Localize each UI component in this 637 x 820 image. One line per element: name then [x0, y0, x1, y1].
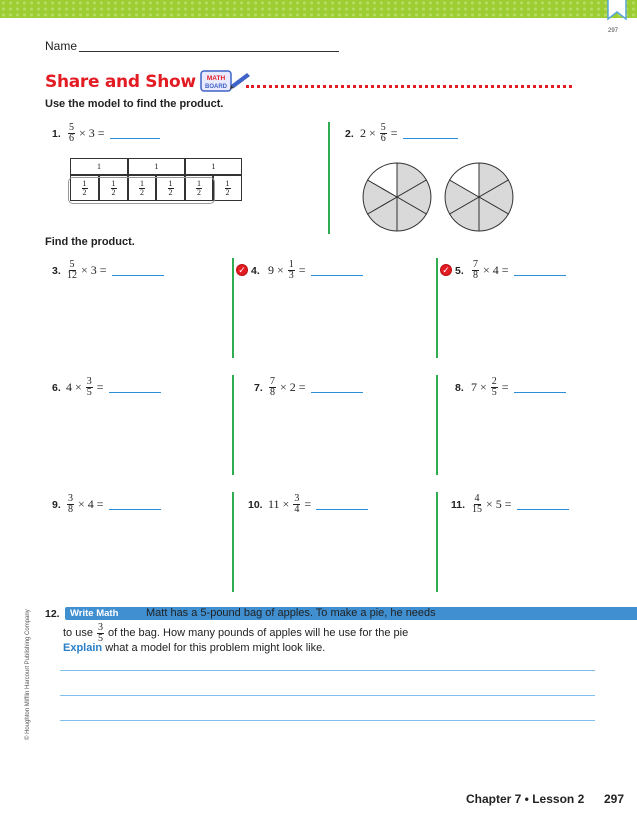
divider: [232, 492, 234, 592]
name-field[interactable]: [79, 51, 339, 52]
checkmark-icon: ✓: [236, 264, 248, 276]
fraction: $\frac{3}{4}$: [294, 493, 300, 515]
answer-blank-2[interactable]: [403, 128, 458, 139]
answer-blank-5[interactable]: [514, 265, 566, 276]
problem-10-number: 10.: [248, 499, 263, 511]
explain-label: Explain: [63, 642, 103, 654]
fraction: $\frac{7}{8}$: [473, 259, 478, 281]
divider: [232, 258, 234, 358]
instruction-find: Find the product.: [45, 236, 135, 248]
problem-3-expression: $\frac{5}{12}$ × 3 =: [66, 260, 164, 281]
half-strip: 1 2: [70, 175, 99, 201]
whole-strip: 1: [128, 158, 185, 175]
fraction: $\frac{5}{6}$: [380, 122, 386, 144]
top-band: [0, 0, 637, 18]
fraction: $\frac{4}{15}$: [472, 493, 482, 515]
bookmark-icon: [606, 0, 628, 22]
answer-blank-3[interactable]: [112, 265, 164, 276]
divider: [436, 258, 438, 358]
instruction-model: Use the model to find the product.: [45, 98, 224, 110]
problem-10-expression: 11 × $\frac{3}{4}$ =: [268, 494, 368, 515]
problem-12-line2: to use $\frac{3}{5}$ of the bag. How many pounds of apples will he use for the pie: [63, 622, 409, 644]
answer-line[interactable]: [60, 695, 595, 696]
whole-strip: 1: [70, 158, 128, 175]
problem-7-expression: $\frac{7}{8}$ × 2 =: [268, 377, 363, 398]
half-strip: 1 2: [99, 175, 128, 201]
checkmark-icon: ✓: [440, 264, 452, 276]
problem-5-expression: $\frac{7}{8}$ × 4 =: [471, 260, 566, 281]
fraction: $\frac{5}{6}$: [69, 122, 74, 144]
answer-blank-1[interactable]: [110, 128, 160, 139]
answer-blank-10[interactable]: [316, 499, 368, 510]
answer-blank-7[interactable]: [311, 382, 363, 393]
answer-blank-6[interactable]: [109, 382, 161, 393]
problem-11-expression: $\frac{4}{15}$ × 5 =: [471, 494, 569, 515]
problem-12-line1: Matt has a 5-pound bag of apples. To make a pie, he needs: [146, 607, 436, 619]
half-strip: 1 2: [185, 175, 213, 201]
problem-2-expression: 2 × $\frac{5}{6}$ =: [360, 123, 458, 144]
problem-8-number: 8.: [455, 382, 464, 394]
svg-text:BOARD: BOARD: [205, 84, 227, 90]
problem-9-number: 9.: [52, 499, 61, 511]
problem-1-number: 1.: [52, 128, 61, 140]
math-board-badge: [199, 67, 251, 95]
problem-4-expression: 9 × $\frac{1}{3}$ =: [268, 260, 363, 281]
half-strip: 1 2: [156, 175, 185, 201]
half-strip: 1 2: [213, 175, 242, 201]
fraction-circles-model: [362, 160, 522, 234]
problem-2-number: 2.: [345, 128, 354, 140]
circle-sixths: [445, 163, 513, 231]
problem-6-expression: 4 × $\frac{3}{5}$ =: [66, 377, 161, 398]
answer-blank-11[interactable]: [517, 499, 569, 510]
page-number: 297: [604, 792, 625, 806]
fraction: $\frac{5}{12}$: [67, 259, 77, 281]
divider: [232, 375, 234, 475]
fraction: $\frac{3}{5}$: [97, 622, 103, 644]
divider: [328, 122, 330, 234]
problem-3-number: 3.: [52, 265, 61, 277]
fraction: $\frac{2}{5}$: [491, 376, 497, 398]
circle-sixths: [363, 163, 431, 231]
answer-blank-8[interactable]: [514, 382, 566, 393]
problem-1-expression: $\frac{5}{6}$ × 3 =: [67, 123, 160, 144]
grouping-outline: [68, 177, 215, 204]
problem-9-expression: $\frac{3}{8}$ × 4 =: [66, 494, 161, 515]
title-dotted-rule: [246, 85, 572, 88]
problem-8-expression: 7 × $\frac{2}{5}$ =: [471, 377, 566, 398]
divider: [436, 375, 438, 475]
problem-7-number: 7.: [254, 382, 263, 394]
whole-strip: 1: [185, 158, 242, 175]
problem-4-number: 4.: [251, 265, 260, 277]
copyright: © Houghton Mifflin Harcourt Publishing Company: [25, 609, 31, 740]
divider: [436, 492, 438, 592]
answer-line[interactable]: [60, 670, 595, 671]
answer-blank-4[interactable]: [311, 265, 363, 276]
fraction: $\frac{3}{8}$: [68, 493, 73, 515]
answer-line[interactable]: [60, 720, 595, 721]
svg-text:MATH: MATH: [206, 75, 226, 82]
answer-blank-9[interactable]: [109, 499, 161, 510]
write-math-badge: Write Math: [65, 607, 637, 620]
problem-12-line3: Explain what a model for this problem might look like.: [63, 642, 326, 654]
page-number-small: 297: [608, 28, 619, 34]
problem-12-number: 12.: [45, 608, 60, 620]
fraction: $\frac{3}{5}$: [86, 376, 92, 398]
fraction: $\frac{7}{8}$: [270, 376, 275, 398]
problem-6-number: 6.: [52, 382, 61, 394]
half-strip: 1 2: [128, 175, 156, 201]
fraction: $\frac{1}{3}$: [288, 259, 294, 281]
section-title: Share and Show: [45, 72, 196, 92]
chapter-lesson: Chapter 7 • Lesson 2: [466, 792, 585, 806]
problem-11-number: 11.: [451, 499, 466, 511]
problem-5-number: 5.: [455, 265, 464, 277]
name-label: Name: [45, 39, 78, 53]
